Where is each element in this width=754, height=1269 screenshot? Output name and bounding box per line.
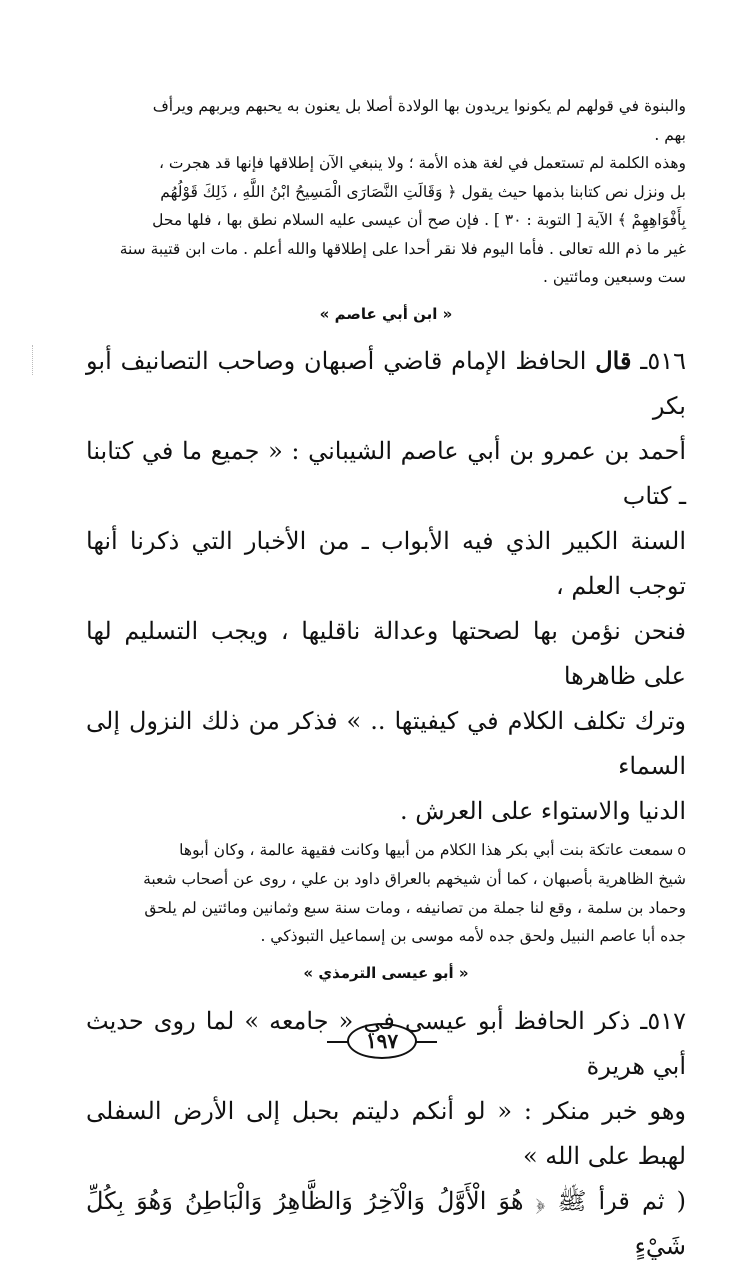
section-heading-tirmidhi: « أبو عيسى الترمذي » [303, 963, 469, 982]
page-number: ١٩٧ [347, 1023, 417, 1059]
page-body [86, 92, 686, 1269]
text-line: والبنوة في قولهم لم يكونوا يريدون بها الولادة أصلا بل يعنون به يحبهم ويربهم ويرأف [152, 97, 686, 115]
text-line: وحماد بن سلمة ، وقع لنا جملة من تصانيفه ، ومات سنة سبع وثمانين ومائتين لم يلحق [144, 898, 686, 917]
text-line: وهذه الكلمة لم تستعمل في لغة هذه الأمة ؛ ولا ينبغي الآن إطلاقها فإنها قد هجرت ، [159, 154, 686, 172]
text-line: الدنيا والاستواء على العرش . [400, 796, 686, 825]
text-line: الحافظ الإمام قاضي أصبهان وصاحب التصانيف أبو بكر [86, 346, 686, 420]
quran-verse: ﴿ هُوَ الْأَوَّلُ وَالْآخِرُ وَالظَّاهِرُ وَالْبَاطِنُ وَهُوَ بِكُلِّ شَيْءٍ [86, 1186, 686, 1260]
text-line: سمعت عاتكة بنت أبي بكر هذا الكلام من أبيها وكانت فقيهة عالمة ، وكان أبوها [179, 840, 674, 859]
note-marker-icon: o [677, 842, 686, 859]
text-line: الآية [ التوبة : ٣٠ ] . فإن صح أن عيسى عليه السلام نطق بها ، فلها محل [152, 211, 613, 229]
note-516 [86, 836, 686, 951]
text-line: بهم . [654, 125, 686, 144]
quran-verse: ﴿ وَقَالَتِ النَّصَارَى الْمَسِيحُ ابْنُ اللَّهِ ، ذَلِكَ قَوْلُهُم [160, 182, 457, 201]
entry-lead-word: قال [595, 345, 632, 375]
entry-number: ٥١٦ـ [640, 346, 686, 375]
text-line: جده أبا عاصم النبيل ولحق جده لأمه موسى بن إسماعيل التبوذكي . [260, 927, 686, 945]
quran-verse: بِأَفْوَاهِهِمْ ﴾ [617, 211, 686, 229]
text-line: وهو خبر منكر : « لو أنكم دليتم بحبل إلى الأرض السفلى لهبط على الله » [86, 1096, 686, 1170]
text-line: فنحن نؤمن بها لصحتها وعدالة ناقليها ، ويجب التسليم لها على ظاهرها [86, 616, 686, 690]
paragraph-word-usage [86, 149, 686, 292]
section-heading-ibn-abi-asim: « ابن أبي عاصم » [319, 304, 453, 323]
text-line: ( ثم قرأ ﷺ [557, 1186, 687, 1215]
text-line: غير ما ذم الله تعالى . فأما اليوم فلا نقر أحدا على إطلاقها والله أعلم . مات ابن قتيبة سنة [119, 239, 686, 258]
paragraph-sonship [86, 92, 686, 149]
text-line: أحمد بن عمرو بن أبي عاصم الشيباني : « جميع ما في كتابنا ـ كتاب [86, 436, 686, 510]
margin-mark [32, 345, 34, 375]
text-line: وترك تكلف الكلام في كيفيتها .. » فذكر من ذلك النزول إلى السماء [86, 706, 686, 780]
text-line: ٥١٧ـ ذكر الحافظ أبو عيسى في « جامعه » لما روى حديث أبي هريرة [86, 1006, 686, 1080]
text-line: شيخ الظاهرية بأصبهان ، كما أن شيخهم بالعراق داود بن علي ، روى عن أصحاب شعبة [143, 870, 686, 888]
entry-516 [86, 338, 686, 834]
text-line: ست وسبعين ومائتين . [543, 268, 686, 286]
text-line: بل ونزل نص كتابنا بذمها حيث يقول [461, 182, 686, 201]
text-line: السنة الكبير الذي فيه الأبواب ـ من الأخبار التي ذكرنا أنها توجب العلم ، [86, 526, 686, 600]
